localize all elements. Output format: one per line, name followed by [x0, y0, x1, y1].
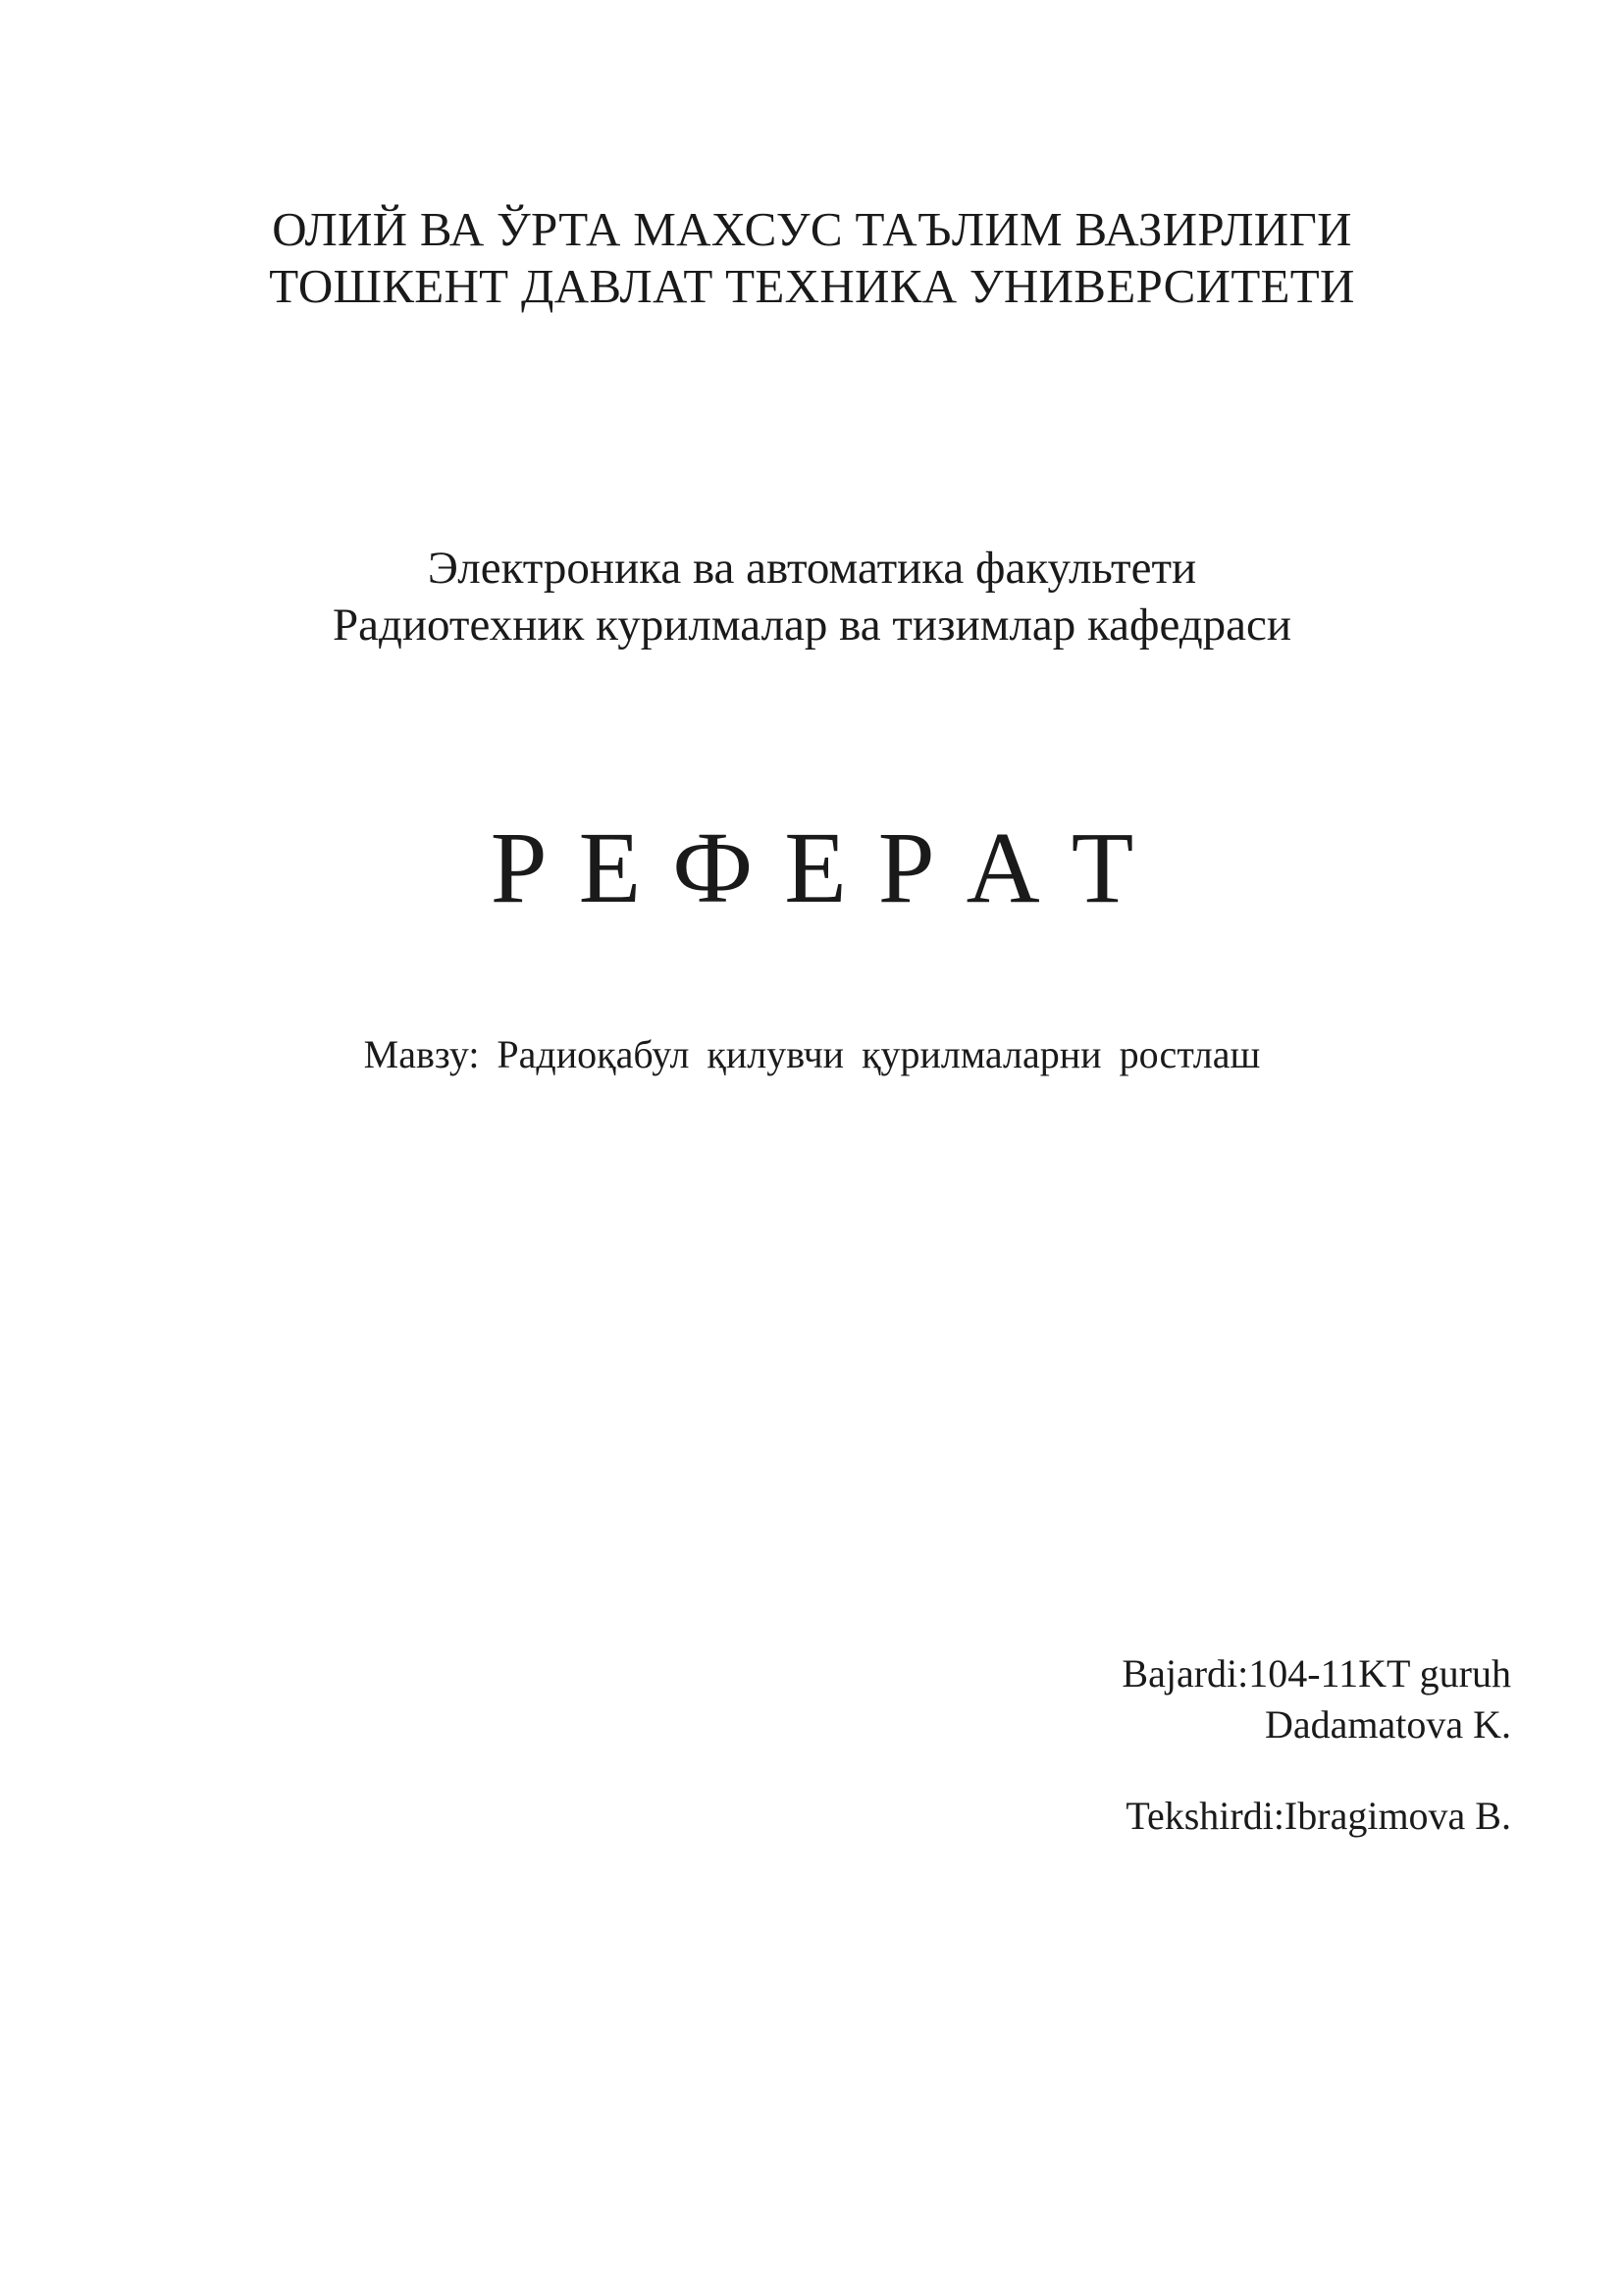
ministry-header [0, 201, 1624, 315]
document-topic: Мавзу: Радиоқабул қилувчи қурилмаларни ростлаш [363, 1032, 1261, 1076]
university-name: ТОШКЕНТ ДАВЛАТ ТЕХНИКА УНИВЕРСИТЕТИ [269, 259, 1355, 313]
department-name: Радиотехник курилмалар ва тизимлар кафедраси [332, 600, 1292, 651]
faculty-block [0, 540, 1624, 653]
performed-by-label: Bajardi:104-11KT guruh [1122, 1651, 1511, 1696]
student-name: Dadamatova K. [1264, 1702, 1511, 1747]
document-title: Р Е Ф Е Р А Т [490, 811, 1134, 924]
checked-by-block [1126, 1791, 1511, 1842]
faculty-name: Электроника ва автоматика факультети [427, 543, 1197, 594]
ministry-name: ОЛИЙ ВА ЎРТА МАХСУС ТАЪЛИМ ВАЗИРЛИГИ [272, 202, 1352, 256]
performed-by-block [1122, 1648, 1511, 1750]
checked-by-label: Tekshirdi:Ibragimova B. [1126, 1794, 1511, 1838]
